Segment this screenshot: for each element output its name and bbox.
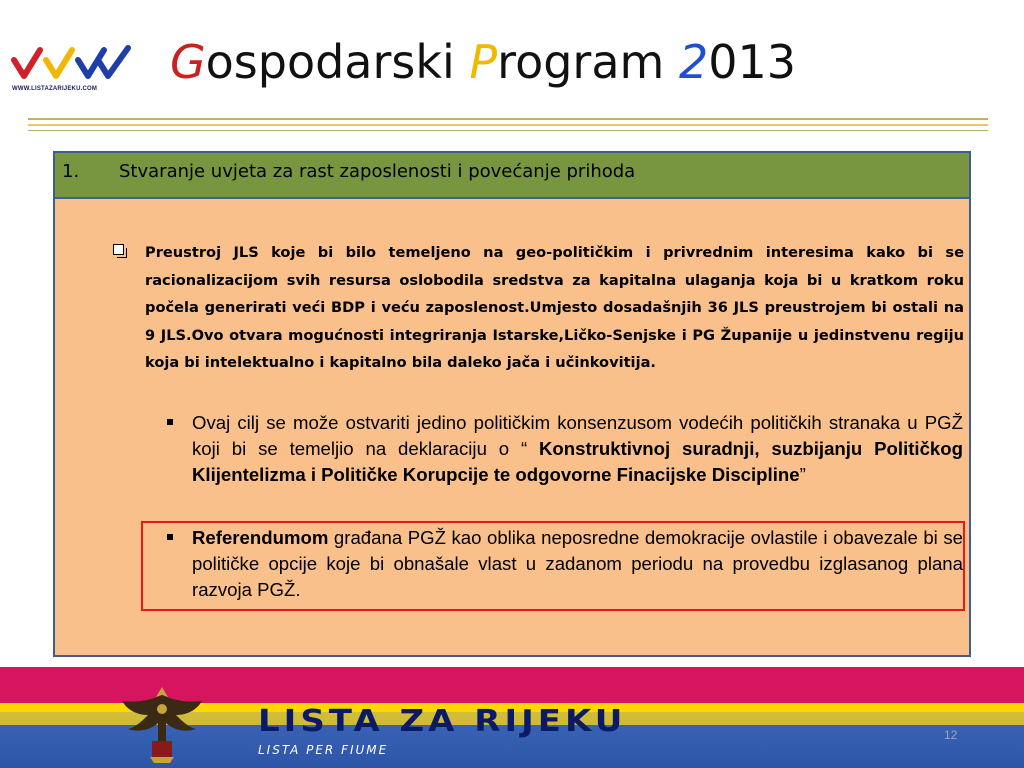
main-point-text: Preustroj JLS koje bi bilo temeljeno na geo-političkim i privrednim interesima kako bi se racionalizacijom svih resursa oslobodila sredstva za kapitalna ulaganja koja bi u kratkom roku počela generirati veći BDP i veću zaposlenost.Umjesto dosadašnjih 36 JLS preustrojem bi ostali na 9 JLS.Ovo otvara mogućnosti integriranja Istarske,Ličko-Senjske i PG Županije u jedinstvenu regiju koja bi intelektualno i kapitalno bila daleko jača i učinkovitija. (145, 244, 964, 371)
page-number: 12 (944, 728, 958, 742)
content-panel (53, 151, 971, 657)
title-part-1: ospodarski (205, 35, 470, 89)
footer-banner (0, 667, 1024, 768)
logo-url-text: WWW.LISTAZARIJEKU.COM (12, 86, 98, 92)
section-number: 1. (62, 161, 80, 182)
page-title (170, 22, 796, 102)
checkbox-bullet-icon (113, 244, 124, 255)
site-logo (10, 44, 136, 98)
title-digit-2: 2 (678, 35, 709, 89)
eagle-crest-icon (112, 679, 212, 765)
sub-point-bold: Referendumom (192, 527, 329, 548)
sub-point-plain: građana PGŽ kao oblika neposredne demokracije ovlastile i obavezale bi se političke opcije koje bi obnašale vlast u zadanom periodu na provedbu izglasanog plana razvoja PGŽ. (192, 527, 963, 600)
title-part-3: 013 (708, 35, 797, 89)
sub-point-text (192, 410, 963, 488)
title-part-2: rogram (497, 35, 679, 89)
title-divider (28, 124, 988, 126)
title-letter-g: G (170, 35, 206, 89)
title-letter-p: P (469, 35, 498, 89)
section-header (55, 153, 969, 199)
title-divider (28, 130, 988, 131)
footer-subtitle: LISTA PER FIUME (258, 743, 389, 757)
checkmarks-logo-icon (10, 44, 136, 88)
sub-point-plain: Ovaj cilj se može ostvariti jedino političkim konsenzusom vodećih političkih stranaka u PGŽ koji bi se temeljio na deklaraciju o “ (192, 412, 963, 459)
main-bullet-item (113, 239, 967, 391)
sub-point-text (192, 525, 963, 603)
section-heading: Stvaranje uvjeta za rast zaposlenosti i povećanje prihoda (119, 161, 636, 182)
sub-point-end: ” (799, 464, 806, 485)
title-divider (28, 118, 988, 120)
sub-bullet-item (167, 525, 967, 603)
footer-brand-text: LISTA ZA RIJEKU (258, 703, 627, 739)
sub-point-bold: Konstruktivnoj suradnji, suzbijanju Političkog Klijentelizma i Političke Korupcije te odgovorne Finacijske Discipline (192, 438, 963, 485)
sub-bullet-item (167, 410, 967, 488)
square-bullet-icon (167, 534, 173, 540)
square-bullet-icon (167, 419, 173, 425)
